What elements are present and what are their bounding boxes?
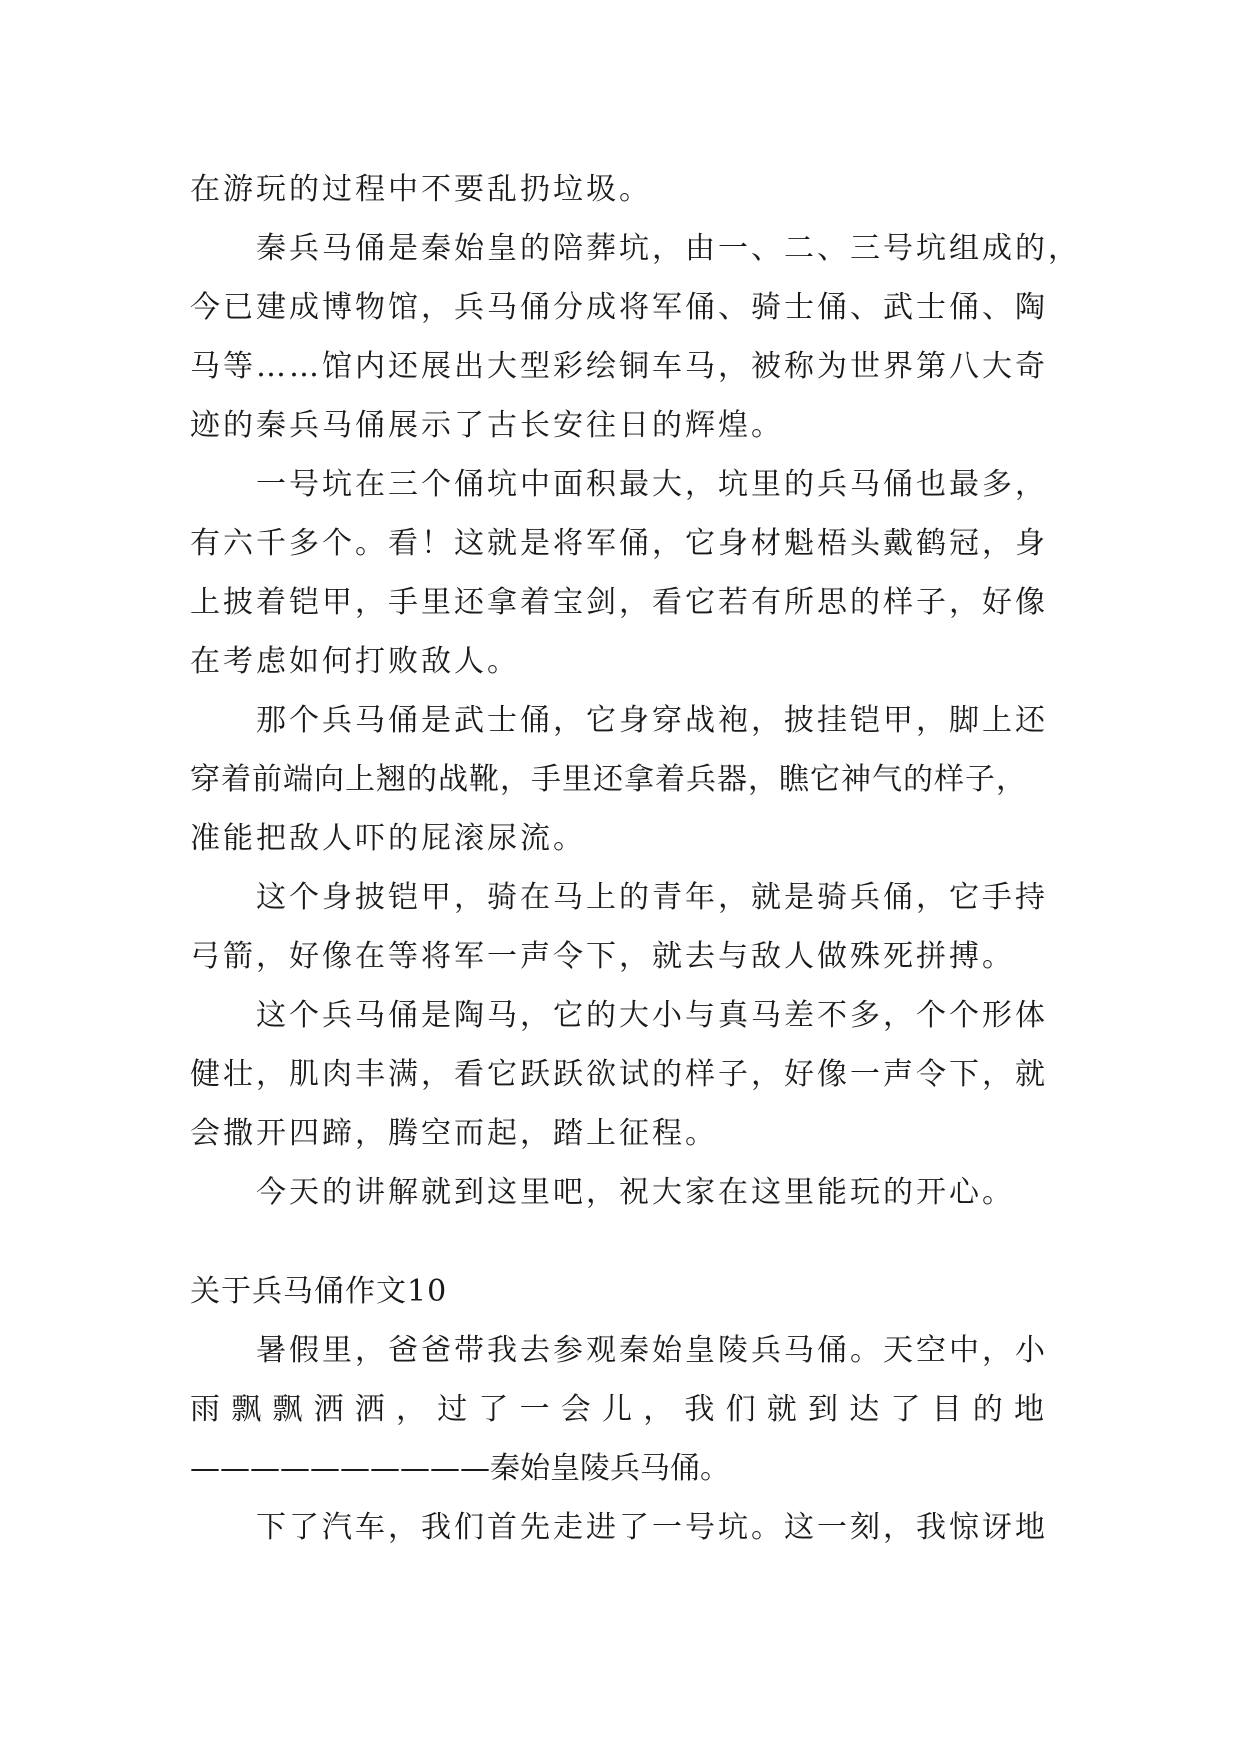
paragraph-line: ——————————秦始皇陵兵马俑。 bbox=[190, 1451, 730, 1486]
paragraph-line: 今已建成博物馆，兵马俑分成将军俑、骑士俑、武士俑、陶 bbox=[190, 290, 1048, 325]
paragraph-line: 秦兵马俑是秦始皇的陪葬坑，由一、二、三号坑组成的， bbox=[256, 231, 1081, 266]
paragraph-line: 一号坑在三个俑坑中面积最大，坑里的兵马俑也最多， bbox=[256, 467, 1048, 502]
paragraph-line: 准能把敌人吓的屁滚尿流。 bbox=[190, 821, 586, 856]
paragraph-line: 这个兵马俑是陶马，它的大小与真马差不多，个个形体 bbox=[256, 998, 1048, 1033]
paragraph-line: 弓箭，好像在等将军一声令下，就去与敌人做殊死拼搏。 bbox=[190, 939, 1015, 974]
paragraph-line: 这个身披铠甲，骑在马上的青年，就是骑兵俑，它手持 bbox=[256, 880, 1048, 915]
paragraph-line: 迹的秦兵马俑展示了古长安往日的辉煌。 bbox=[190, 408, 784, 443]
paragraph-line: 暑假里，爸爸带我去参观秦始皇陵兵马俑。天空中，小 bbox=[256, 1333, 1048, 1368]
paragraph-line: 穿着前端向上翘的战靴，手里还拿着兵器，瞧它神气的样子， bbox=[190, 762, 1027, 797]
paragraph-line: 马等……馆内还展出大型彩绘铜车马，被称为世界第八大奇 bbox=[190, 349, 1048, 384]
paragraph-line: 那个兵马俑是武士俑，它身穿战袍，披挂铠甲，脚上还 bbox=[256, 703, 1048, 738]
paragraph-line: 会撒开四蹄，腾空而起，踏上征程。 bbox=[190, 1116, 718, 1151]
paragraph-line: 上披着铠甲，手里还拿着宝剑，看它若有所思的样子，好像 bbox=[190, 585, 1048, 620]
section-title: 关于兵马俑作文10 bbox=[190, 1274, 448, 1309]
paragraph-line: 健壮，肌肉丰满，看它跃跃欲试的样子，好像一声令下，就 bbox=[190, 1057, 1048, 1092]
document-body bbox=[190, 160, 1081, 1557]
paragraph-line: 在考虑如何打败敌人。 bbox=[190, 644, 520, 679]
continuation-line: 在游玩的过程中不要乱扔垃圾。 bbox=[190, 172, 652, 207]
paragraph-line: 雨飘飘洒洒，过了一会儿，我们就到达了目的地 bbox=[190, 1392, 1052, 1427]
paragraph-line: 今天的讲解就到这里吧，祝大家在这里能玩的开心。 bbox=[256, 1175, 1015, 1210]
paragraph-line: 有六千多个。看！这就是将军俑，它身材魁梧头戴鹤冠，身 bbox=[190, 526, 1048, 561]
paragraph-line: 下了汽车，我们首先走进了一号坑。这一刻，我惊讶地 bbox=[256, 1510, 1048, 1545]
